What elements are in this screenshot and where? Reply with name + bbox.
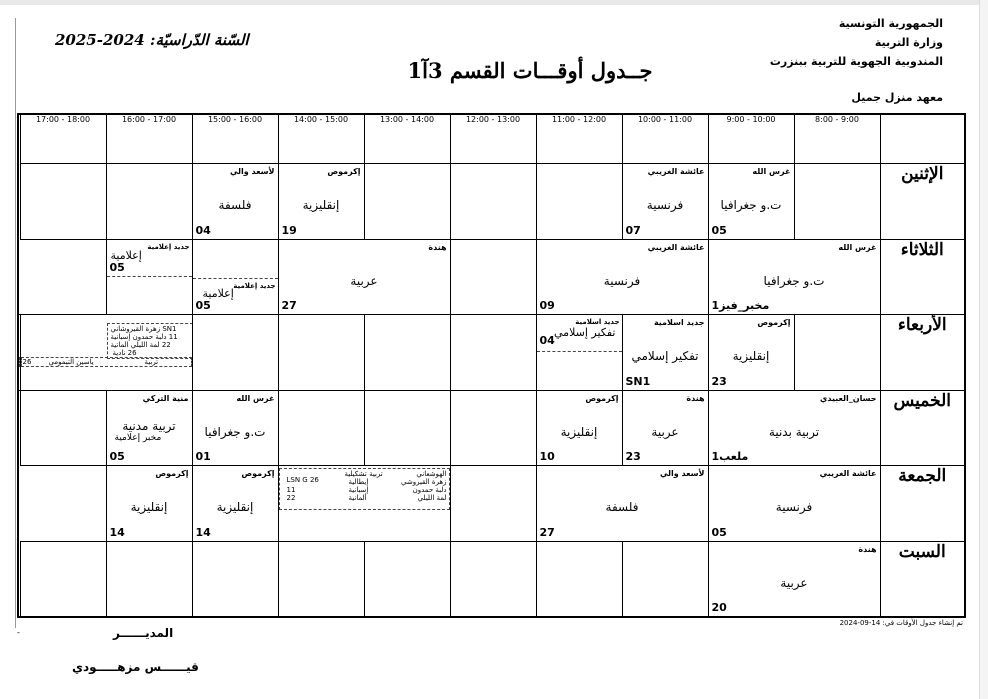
school-year: السّنة الدّراسيّة: 2024-2025 [55,31,249,49]
group-box [18,357,20,367]
session-cell [622,390,708,466]
subject-name: تفكير إسلامي [631,349,699,364]
slot-empty [364,541,450,617]
group-line: 11 دلبة حمدون إسبانية [110,333,178,342]
teacher-name: عائشة الغريبي [647,242,705,252]
session-cell [278,164,364,240]
time-header: 14:00 - 15:00 [278,114,364,164]
institute-name: معهد منزل جميل [851,91,943,104]
session-cell [106,239,192,315]
day-saturday: السبت [880,541,965,617]
subject-name: عربية [780,575,808,590]
day-monday: الإثنين [880,164,965,240]
right-margin [979,0,988,699]
slot-empty [794,315,880,391]
session-cell [106,466,192,542]
subject-name: فرنسية [646,198,684,213]
time-header: 8:00 - 9:00 [794,114,880,164]
time-header: 11:00 - 12:00 [536,114,622,164]
subject-name: إنقليزية [732,349,770,364]
teacher-name: لأسعد والي [659,469,705,479]
room-number: مخبر_فيز1 [711,299,770,313]
room-number: 09 [539,299,555,313]
split-line [193,278,278,279]
session-cell [622,164,708,240]
slot-empty [20,390,106,466]
room-number: ملعب1 [711,450,749,464]
footer-dot: - [17,628,20,637]
slot-empty [106,164,192,240]
group-box [21,357,192,367]
directorate-name: المندوبية الجهوية للتربية ببنزرت [769,55,943,68]
group-room: 22 [286,494,296,503]
room-number: 23 [625,450,641,464]
room-number: 05 [711,223,727,237]
room-number: 05 [109,450,125,464]
group-subject: تربية تشكيلية [344,470,383,479]
session-cell [708,541,880,617]
group-teacher: الهوشعاني [416,470,447,479]
manager-label: المديــــــر [113,626,174,640]
session-cell [536,239,708,315]
teacher-name: إكرموص [155,469,189,479]
generated-date: تم إنشاء جدول الأوقات في: 14-09-2024 [839,619,963,627]
session-cell [536,466,708,542]
group-line: 22 لمة الليلي الماتية [110,341,171,350]
slot-empty [364,164,450,240]
group-line: SN1 زهرة القيروشاني [110,325,177,334]
subject-name: إنقليزية [216,500,254,515]
room-number: 27 [281,299,297,313]
slot-empty [450,239,536,315]
teacher-name: إكرموص [757,318,791,328]
subject-name: ت.و جغرافيا [763,273,825,288]
session-cell [192,239,278,315]
subject-name: إعلامية [202,286,234,300]
subject-name: إعلامية [110,248,142,262]
teacher-name: هندة [428,242,447,252]
time-header: 16:00 - 17:00 [106,114,192,164]
session-cell [192,466,278,542]
group-subject: ألمانية [348,494,367,503]
session-cell [536,390,622,466]
session-cell [708,315,794,391]
room-number: 27 [539,525,555,539]
subject-name: عربية [350,273,378,288]
room-number: 05 [711,525,727,539]
room-number: 20 [711,601,727,614]
time-header: 15:00 - 16:00 [192,114,278,164]
teacher-name: جديد اسلامية [653,318,705,328]
slot-empty [278,315,364,391]
room-number: 19 [281,223,297,237]
group-teacher: دلبة حمدون [412,486,447,495]
slot-empty [278,390,364,466]
slot-empty [536,164,622,240]
teacher-name: عائشة الغريبي [647,167,705,177]
subject-name: فرنسية [603,273,641,288]
teacher-name: غرس الله [838,242,877,252]
teacher-name: عائشة الغريبي [819,469,877,479]
subject-name: تربية بدنية [768,424,820,439]
teacher-name: جديد اسلامية [575,318,620,327]
split-line [107,276,192,277]
teacher-name: غرس الله [752,167,791,177]
teacher-name: حسان_العبيدي [820,393,877,403]
group-room: 26 LSN G [286,476,319,485]
group-line: تربية [144,358,159,367]
slot-empty [450,164,536,240]
subject-name: تفكير إسلامي [554,326,616,340]
slot-empty [278,541,364,617]
session-cell [192,390,278,466]
session-cell-group [18,315,20,391]
day-thursday: الخميس [880,390,965,466]
teacher-name: إكرموص [585,393,619,403]
teacher-name: منية التركي [142,393,189,403]
teacher-name: جديد إعلامية [233,281,276,290]
slot-empty [192,541,278,617]
day-tuesday: الثلاثاء [880,239,965,315]
room-number: 14 [195,525,211,539]
slot-empty [450,315,536,391]
room-label: مخبر إعلامية [114,432,162,443]
slot-empty [450,466,536,542]
corner-cell [880,114,965,164]
group-line: ياسين التيمومي [48,358,94,367]
teacher-name: هندة [858,544,877,554]
slot-empty [192,315,278,391]
subject-name: فلسفة [218,198,252,213]
left-margin-rule [15,18,16,628]
subject-name: إنقليزية [560,424,598,439]
slot-empty [536,541,622,617]
teacher-name: لأسعد والي [229,167,275,177]
top-strip [0,0,988,5]
subject-name: إنقليزية [130,500,168,515]
timetable-grid [17,113,966,618]
slot-empty [794,164,880,240]
slot-empty [450,541,536,617]
session-cell [708,466,880,542]
manager-name: قيــــــس مزهـــــودي [72,660,199,674]
day-friday: الجمعة [880,466,965,542]
slot-empty [364,390,450,466]
slot-empty [20,164,106,240]
ministry-name: وزارة التربية [874,36,943,49]
group-teacher: زهرة القيروشي [401,478,447,487]
header-admin-block [769,14,943,104]
subject-name: فرنسية [775,500,813,515]
slot-empty [450,390,536,466]
slot-empty [364,315,450,391]
time-header: 12:00 - 13:00 [450,114,536,164]
group-teacher: لمة الليلي [417,494,447,503]
timetable-title: جــدول أوقـــات القسم 3آ1 [407,58,653,83]
slot-empty [622,541,708,617]
slot-empty [20,541,106,617]
room-number: 04 [539,334,555,348]
subject-name: فلسفة [605,500,639,515]
slot-empty [106,541,192,617]
session-cell [278,239,450,315]
teacher-name: إكرموص [327,167,361,177]
teacher-name: هندة [686,393,705,403]
subject-name: تربية مدنية [122,418,176,433]
room-number: 23 [711,374,727,388]
group-room: 11 [286,486,296,495]
session-cell [622,315,708,391]
subject-name: ت.و جغرافيا [204,424,266,439]
session-cell-group [278,466,450,542]
teacher-name: جديد إعلامية [147,242,190,251]
session-cell [536,315,622,391]
room-number: 07 [625,223,641,237]
subject-name: عربية [651,424,679,439]
session-cell [192,164,278,240]
room-number: 10 [539,450,555,464]
room-number: 05 [195,299,211,313]
session-cell [708,164,794,240]
session-cell [106,390,192,466]
session-cell [708,239,880,315]
group-line: 26 [22,358,32,367]
republic-name: الجمهورية التونسية [838,17,943,30]
session-cell [708,390,880,466]
room-number: 14 [109,525,125,539]
room-number: SN1 [625,374,651,388]
time-header: 10:00 - 11:00 [622,114,708,164]
group-line: 26 نادية [112,349,137,358]
time-header: 17:00 - 18:00 [20,114,106,164]
session-cell-group [20,315,192,391]
group-subject: إسبانية [348,486,369,495]
time-header: 9:00 - 10:00 [708,114,794,164]
group-subject: إيطالية [348,478,369,487]
day-wednesday: الأربعاء [880,315,965,391]
room-number: 01 [195,450,211,464]
teacher-name: غرس الله [236,393,275,403]
time-header: 13:00 - 14:00 [364,114,450,164]
room-number: 05 [109,260,125,274]
subject-name: ت.و جغرافيا [720,198,782,213]
teacher-name: إكرموص [241,469,275,479]
subject-name: إنقليزية [302,198,340,213]
room-number: 04 [195,223,211,237]
